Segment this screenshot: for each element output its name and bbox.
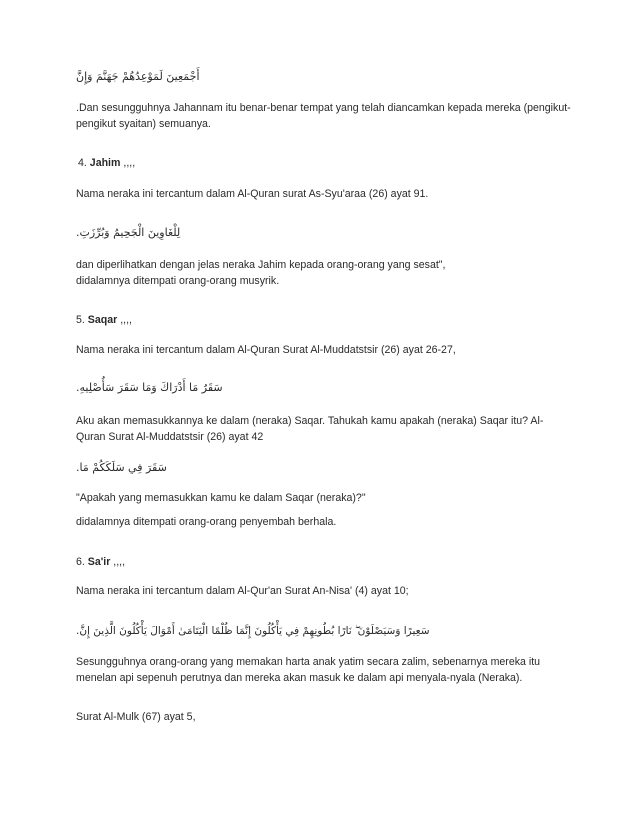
translation-sair-line-2: menelan api sepenuh perutnya dan mereka akan masuk ke dalam api menyala-nyala (Neraka). <box>76 672 523 684</box>
source-al-mulk: Surat Al-Mulk (67) ayat 5, <box>76 711 196 723</box>
section-heading-sair <box>76 555 566 569</box>
source-sair: Nama neraka ini tercantum dalam Al-Qur'an Surat An-Nisa' (4) ayat 10; <box>76 585 409 597</box>
translation-sair-line-1: Sesungguhnya orang-orang yang memakan harta anak yatim secara zalim, sebenarnya mereka itu <box>76 656 541 668</box>
heading-suffix: ,,,, <box>123 157 136 169</box>
heading-title: Sa'ir <box>87 556 111 568</box>
source-saqar: Nama neraka ini tercantum dalam Al-Quran Surat Al-Muddatstsir (26) ayat 26-27, <box>76 344 456 356</box>
translation-jahannam-line-2: pengikut syaitan) semuanya. <box>76 118 211 130</box>
heading-suffix: ,,,, <box>113 556 126 568</box>
arabic-verse-jahim: لِلْغَاوِينَ الْجَحِيمُ وَبُرِّزَتِ. <box>76 226 181 239</box>
heading-title: Saqar <box>87 314 118 326</box>
translation-saqar-line-2: Quran Surat Al-Muddatstsir (26) ayat 42 <box>76 431 264 443</box>
heading-number: 6. <box>76 556 85 568</box>
section-heading-saqar <box>76 313 566 327</box>
arabic-verse-saqar-2: سَقَرَ فِي سَلَكَكُمْ مَا. <box>76 461 167 474</box>
quote-saqar: "Apakah yang memasukkan kamu ke dalam Saqar (neraka)?" <box>76 492 366 504</box>
translation-saqar-line-1: Aku akan memasukkannya ke dalam (neraka) Saqar. Tahukah kamu apakah (neraka) Saqar itu? Al- <box>76 415 544 427</box>
heading-title: Jahim <box>89 157 121 169</box>
arabic-verse-jahannam: أَجْمَعِينَ لَمَوْعِدُهُمْ جَهَنَّمَ وَإِنَّ <box>76 70 200 83</box>
arabic-verse-saqar: سَقَرُ مَا أَدْرَاكَ وَمَا سَقَرَ سَأُصْلِيهِ. <box>76 381 223 394</box>
translation-jahim-line-1: dan diperlihatkan dengan jelas neraka Jahim kepada orang-orang yang sesat", <box>76 259 446 271</box>
translation-jahannam-line-1: .Dan sesungguhnya Jahannam itu benar-benar tempat yang telah diancamkan kepada mereka (pengikut- <box>76 102 571 114</box>
heading-number: 5. <box>76 314 85 326</box>
note-saqar: didalamnya ditempati orang-orang penyembah berhala. <box>76 516 337 528</box>
source-jahim: Nama neraka ini tercantum dalam Al-Quran surat As-Syu'araa (26) ayat 91. <box>76 188 429 200</box>
arabic-verse-sair: سَعِيرًا وَسَيَصْلَوْنَ ۖ نَارًا بُطُونِهِمْ فِي يَأْكُلُونَ إِنَّمَا ظُلْمًا الْيَتَامَىٰ أَمْوَالَ يَأْكُلُونَ الَّذِينَ إِنَّ. <box>76 625 430 637</box>
heading-number: 4. <box>78 157 87 169</box>
section-heading-jahim <box>78 156 568 170</box>
heading-suffix: ,,,, <box>120 314 132 326</box>
translation-jahim-line-2: didalamnya ditempati orang-orang musyrik. <box>76 275 280 287</box>
